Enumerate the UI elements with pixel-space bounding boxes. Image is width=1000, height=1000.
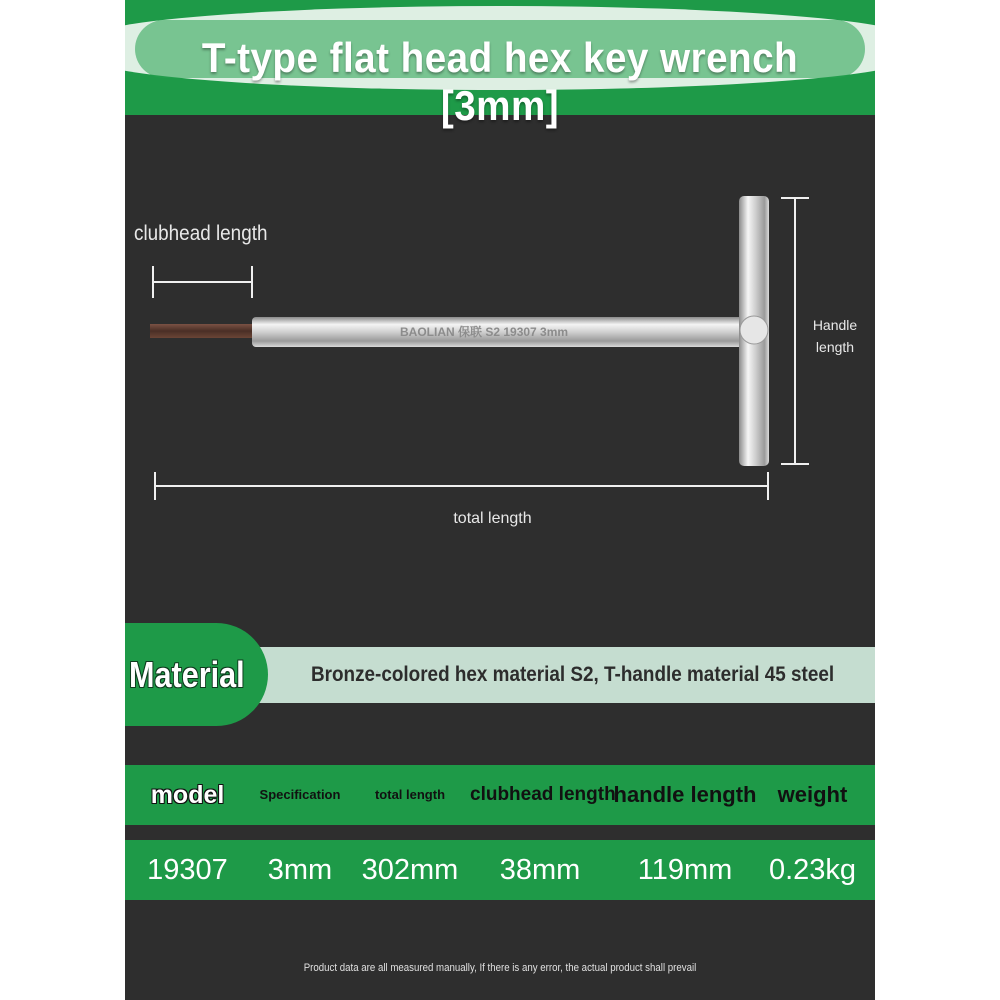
handle-label-line1: Handle <box>812 317 858 333</box>
hex-tip <box>150 324 254 338</box>
value-specification: 3mm <box>267 854 333 886</box>
header-clubhead-length: clubhead length <box>470 784 616 805</box>
value-model: 19307 <box>147 854 228 886</box>
shaft-engraving: BAOLIAN 保联 S2 19307 3mm <box>400 325 569 339</box>
value-weight: 0.23kg <box>768 854 857 886</box>
header-model: model <box>150 781 225 809</box>
product-panel <box>125 0 875 1000</box>
header-total-length: total length <box>374 787 446 802</box>
spec-table-header <box>125 765 875 825</box>
value-handle-length: 119mm <box>637 854 733 886</box>
wrench-diagram <box>125 180 875 510</box>
handle-length-label <box>795 314 875 358</box>
material-text: Bronze-colored hex material S2, T-handle material 45 steel <box>311 663 835 686</box>
material-description-bar <box>215 647 875 703</box>
handle-joint <box>740 316 768 344</box>
value-total-length: 302mm <box>361 854 459 886</box>
spec-table-row <box>125 840 875 900</box>
clubhead-dimension <box>153 266 252 298</box>
header-handle-length: handle length <box>613 782 757 807</box>
value-clubhead-length: 38mm <box>499 854 581 886</box>
total-length-label: total length <box>453 510 532 527</box>
page-title: T-type flat head hex key wrench [3mm] <box>201 34 799 129</box>
clubhead-length-label: clubhead length <box>134 222 268 245</box>
total-dimension <box>155 472 768 500</box>
handle-label-line2: length <box>815 339 855 355</box>
header-specification: Specification <box>259 787 341 802</box>
material-badge <box>125 623 268 726</box>
footnote: Product data are all measured manually, If there is any error, the actual product shall prevail <box>303 962 697 974</box>
title-banner <box>125 0 875 129</box>
material-title: Material <box>129 654 245 695</box>
header-weight: weight <box>777 782 848 807</box>
